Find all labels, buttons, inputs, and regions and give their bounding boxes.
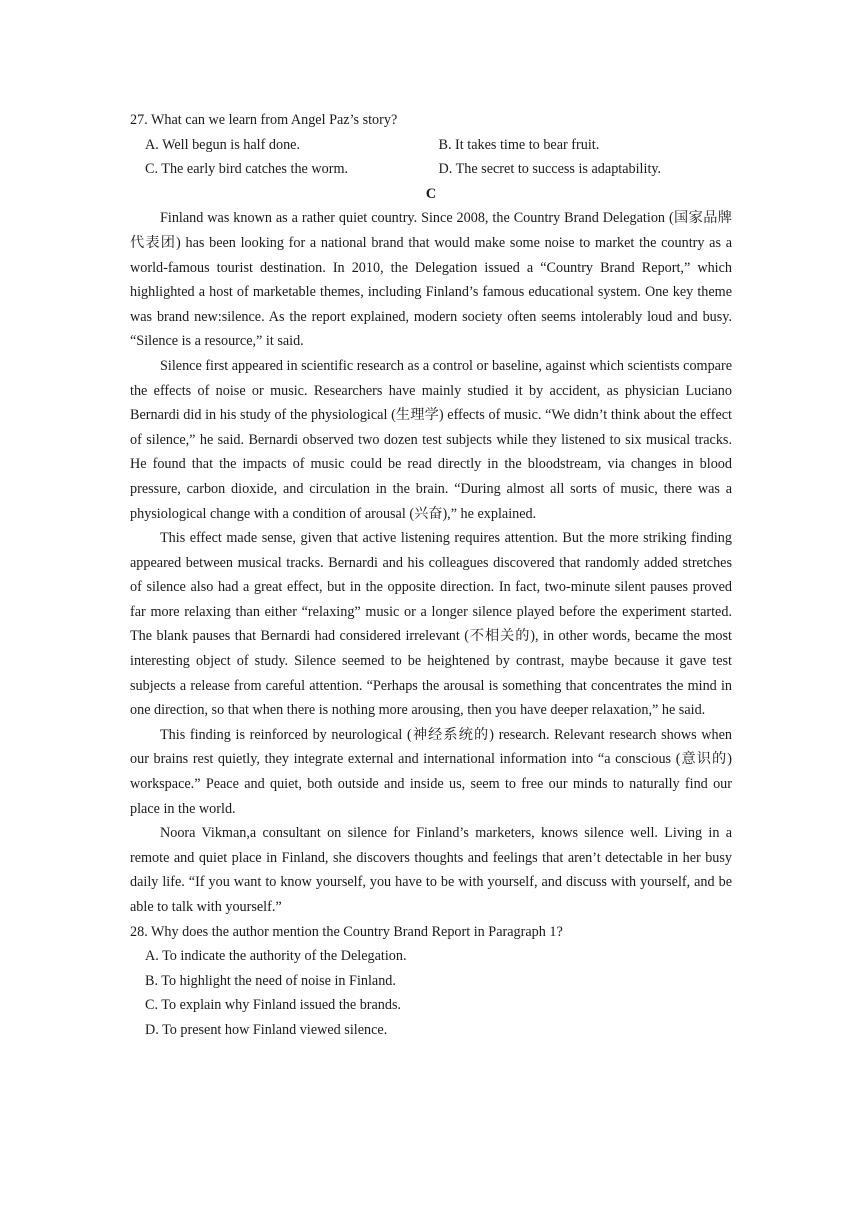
question-28-option-b: B. To highlight the need of noise in Finland. bbox=[145, 972, 396, 989]
question-27-option-c: C. The early bird catches the worm. bbox=[145, 161, 349, 178]
question-28-stem: 28. Why does the author mention the Country Brand Report in Paragraph 1? bbox=[130, 923, 563, 940]
question-27-stem: 27. What can we learn from Angel Paz’s story? bbox=[130, 112, 398, 128]
question-28-option-a: A. To indicate the authority of the Delegation. bbox=[145, 948, 407, 965]
question-28-option-d: D. To present how Finland viewed silence. bbox=[145, 1021, 388, 1038]
question-27-option-a: A. Well begun is half done. bbox=[145, 136, 301, 153]
passage-paragraph-3: This effect made sense, given that active listening requires attention. But the more striking finding appeared between musical tracks. Bernardi and his colleagues discovered that randomly added stretches of silence also had a great effect, but in the opposite direction. In fact, two-minute silent pauses proved far more relaxing than either “relaxing” music or a longer silence played before the experiment started. The blank pauses that Bernardi had considered irrelevant (不相关的), in other words, became the most interesting object of study. Silence seemed to be heightened by contrast, maybe because it gave test subjects a release from careful attention. “Perhaps the arousal is something that concentrates the mind in one direction, so that when there is nothing more arousing, then you have deeper relaxation,” he said. bbox=[130, 530, 732, 719]
passage-paragraph-2: Silence first appeared in scientific research as a control or baseline, against which scientists compare the effects of noise or music. Researchers have mainly studied it by accident, as physician Luciano Bernardi did in his study of the physiological (生理学) effects of music. “We didn’t think about the effect of silence,” he said. Bernardi observed two dozen test subjects while they listened to six musical tracks. He found that the impacts of music could be read directly in the bloodstream, via changes in blood pressure, carbon dioxide, and circulation in the brain. “During almost all sorts of music, there was a physiological change with a condition of arousal (兴奋),” he explained. bbox=[130, 357, 732, 522]
passage-paragraph-5: Noora Vikman,a consultant on silence for Finland’s marketers, knows silence well. Living in a remote and quiet place in Finland, she discovers thoughts and feelings that aren’t detectable in her busy daily life. “If you want to know yourself, you have to be with yourself, and discuss with yourself, and be able to talk with yourself.” bbox=[130, 825, 732, 915]
passage-paragraph-4: This finding is reinforced by neurological (神经系统的) research. Relevant research shows when our brains rest quietly, they integrate external and international information into “a conscious (意识的) workspace.” Peace and quiet, both outside and inside us, seem to free our minds to naturally find our place in the world. bbox=[130, 726, 732, 817]
question-28-option-c: C. To explain why Finland issued the brands. bbox=[145, 997, 402, 1014]
question-27-option-d: D. The secret to success is adaptability. bbox=[438, 161, 662, 178]
exam-page bbox=[130, 108, 732, 1043]
question-27-options-row-2 bbox=[130, 157, 732, 182]
passage-paragraph-1: Finland was known as a rather quiet country. Since 2008, the Country Brand Delegation (国家品牌代表团) has been looking for a national brand that would make some noise to market the country as a world-famous tourist destination. In 2010, the Delegation issued a “Country Brand Report,” which highlighted a host of marketable themes, including Finland’s famous educational system. One key theme was brand new:silence. As the report explained, modern society often seems intolerably loud and busy. “Silence is a resource,” it said. bbox=[130, 210, 732, 350]
question-27-options-row-1 bbox=[130, 133, 732, 158]
question-27-option-b: B. It takes time to bear fruit. bbox=[438, 136, 600, 153]
passage-heading: C bbox=[425, 185, 437, 202]
